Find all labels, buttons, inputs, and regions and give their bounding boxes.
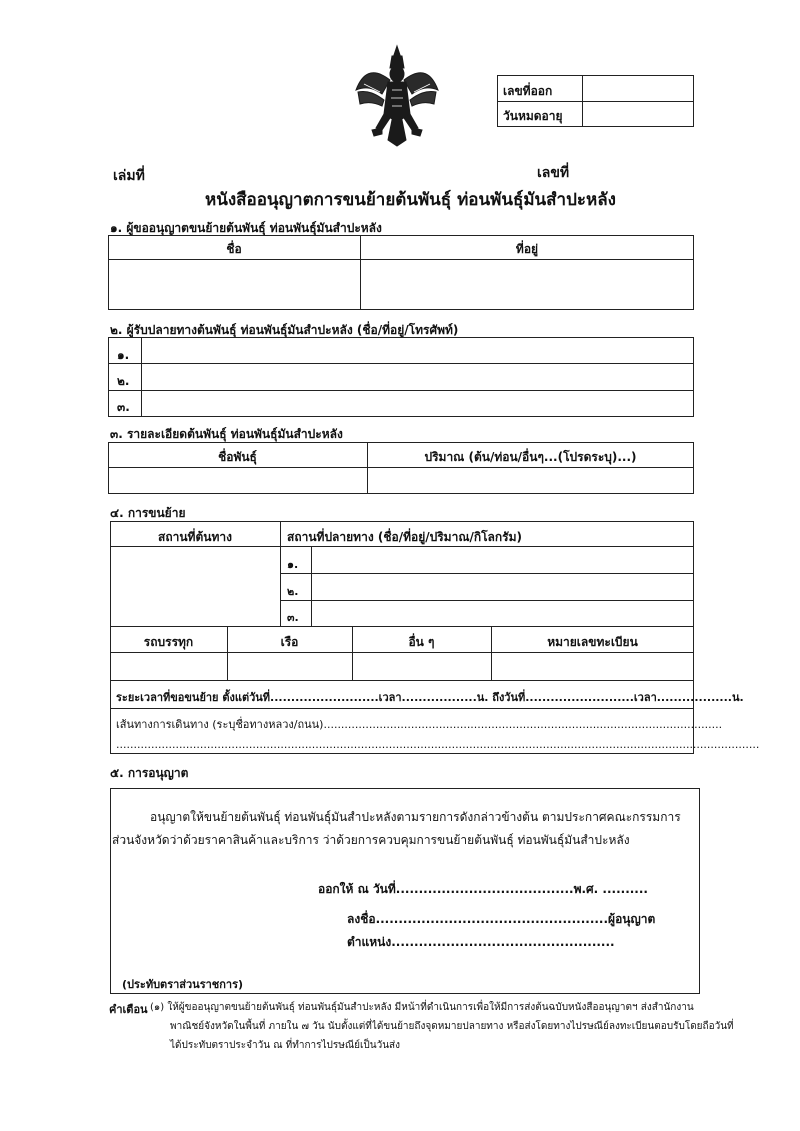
expiry-label: วันหมดอายุ: [503, 109, 563, 123]
section5-heading: ๕. การอนุญาต: [110, 766, 189, 780]
warning-line3: ได้ประทับตราประจำวัน ณ ที่ทำการไปรษณีย์เป็นวันส่ง: [170, 1040, 401, 1051]
dest-row-num: ๓.: [287, 611, 299, 624]
warning-line2: พาณิชย์จังหวัดในพื้นที่ ภายใน ๗ วัน นับตั้งแต่ที่ได้ขนย้ายถึงจุดหมายปลายทาง หรือส่งโดยทางไปรษณีย์ลงทะเบียนตอบรับโดยถือวันที่: [170, 1021, 734, 1032]
dest-row-num: ๑.: [287, 558, 299, 571]
recipient-row-line-1: [108, 363, 694, 364]
applicant-header-line: [108, 259, 694, 260]
col-origin-header: สถานที่ต้นทาง: [158, 530, 232, 544]
vehicle-other-label: อื่น ๆ: [408, 635, 435, 649]
col-variety-header: ชื่อพันธุ์: [218, 450, 257, 464]
section3-heading: ๓. รายละเอียดต้นพันธุ์ ท่อนพันธุ์มันสำปะหลัง: [110, 427, 343, 441]
route-field-line2: ........................................................................................................................................................................................: [116, 738, 760, 751]
col-address-header: ที่อยู่: [515, 242, 539, 256]
recipient-col-divider: [141, 337, 142, 417]
dest-row-line-2: [280, 600, 694, 601]
col-name-header: ชื่อ: [226, 242, 242, 256]
vehicle-row-bottom: [110, 680, 694, 681]
signature-field: ลงชื่อ...................................................ผู้อนุญาต: [347, 912, 656, 926]
book-label: เล่มที่: [113, 168, 145, 184]
recipient-row-num: ๑.: [117, 348, 130, 362]
issue-box-divider: [497, 101, 694, 102]
section1-heading: ๑. ผู้ขออนุญาตขนย้ายต้นพันธุ์ ท่อนพันธุ์มันสำปะหลัง: [110, 221, 382, 235]
position-field: ตำแหน่ง.................................................: [347, 935, 615, 949]
permission-para-line2: ส่วนจังหวัดว่าด้วยราคาสินค้าและบริการ ว่าด้วยการควบคุมการขนย้ายต้นพันธุ์ ท่อนพันธุ์มันสำปะหลัง: [112, 833, 630, 847]
issue-no-label: เลขที่ออก: [503, 84, 553, 98]
dest-num-divider: [311, 546, 312, 626]
section2-heading: ๒. ผู้รับปลายทางต้นพันธุ์ ท่อนพันธุ์มันสำปะหลัง (ชื่อ/ที่อยู่/โทรศัพท์): [110, 323, 459, 337]
issue-box-vdivider: [582, 75, 583, 127]
stamp-note: (ประทับตราส่วนราชการ): [122, 978, 244, 991]
route-field: เส้นทางการเดินทาง (ระบุชื่อทางหลวง/ถนน)..................................................................................................................: [116, 718, 723, 731]
period-row-bottom: [110, 708, 694, 709]
col-quantity-header: ปริมาณ (ต้น/ท่อน/อื่นๆ...(โปรดระบุ)...): [424, 450, 637, 464]
warning-label: คำเตือน: [109, 1003, 148, 1016]
vehicle-truck-label: รถบรรทุก: [143, 635, 194, 649]
dest-row-line-1: [280, 573, 694, 574]
registration-label: หมายเลขทะเบียน: [547, 635, 638, 649]
recipient-row-num: ๓.: [117, 400, 130, 414]
variety-header-line: [108, 467, 694, 468]
issued-date-field: ออกให้ ณ วันที่.......................................พ.ศ. ..........: [318, 882, 648, 896]
recipient-row-num: ๒.: [117, 374, 130, 388]
vehicle-header-top: [110, 626, 694, 627]
vehicle-header-bottom: [110, 652, 694, 653]
warning-line1: (๑) ให้ผู้ขออนุญาตขนย้ายต้นพันธุ์ ท่อนพันธุ์มันสำปะหลัง มีหน้าที่ดำเนินการเพื่อให้มีการส่งต้นฉบับหนังสืออนุญาตฯ ส่งสำนักงาน: [150, 1002, 694, 1013]
dest-row-num: ๒.: [287, 585, 299, 598]
recipient-table: [108, 337, 694, 417]
recipient-row-line-2: [108, 390, 694, 391]
transport-period: ระยะเวลาที่ขอขนย้าย ตั้งแต่วันที่..........................เวลา..................น. ถึงวันที่..........................เวลา..................น.: [116, 691, 744, 704]
garuda-emblem-icon: [352, 44, 442, 148]
permission-para-line1: อนุญาตให้ขนย้ายต้นพันธุ์ ท่อนพันธุ์มันสำปะหลังตามรายการดังกล่าวข้างต้น ตามประกาศคณะกรรมการ: [150, 810, 681, 824]
page-title: หนังสืออนุญาตการขนย้ายต้นพันธุ์ ท่อนพันธุ์มันสำปะหลัง: [205, 190, 616, 210]
col-destination-header: สถานที่ปลายทาง (ชื่อ/ที่อยู่/ปริมาณ/กิโลกรัม): [287, 530, 523, 544]
number-label: เลขที่: [537, 165, 570, 181]
vehicle-boat-label: เรือ: [280, 635, 299, 649]
section4-heading: ๔. การขนย้าย: [110, 506, 186, 520]
